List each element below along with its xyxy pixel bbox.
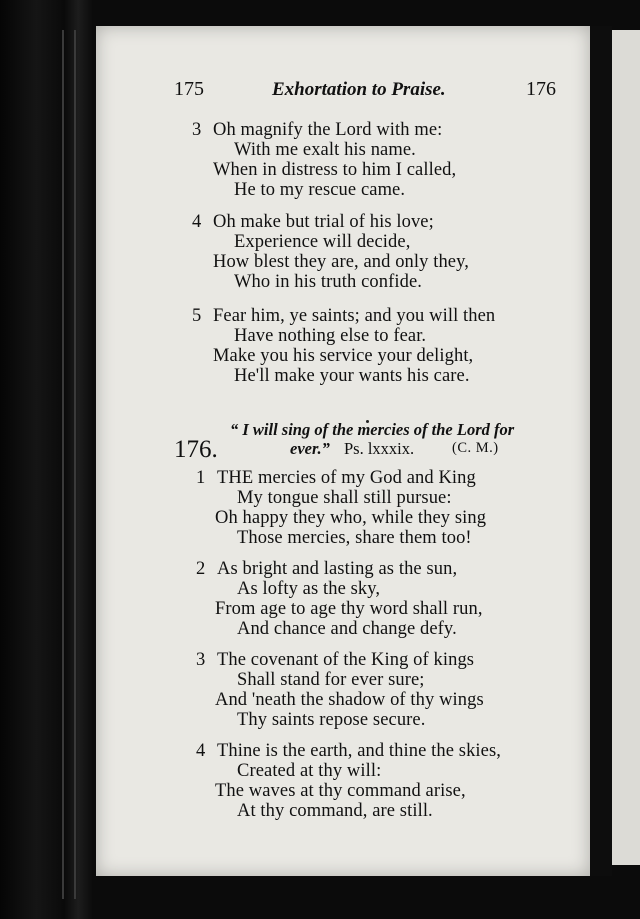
verse-line: From age to age thy word shall run, <box>215 599 483 619</box>
verse-number: 3 <box>192 120 202 140</box>
verse-line: Created at thy will: <box>237 761 382 781</box>
verse-number: 5 <box>192 306 202 326</box>
hymn-scripture-reference: Ps. lxxxix. <box>344 439 415 458</box>
hymn-meter: (C. M.) <box>452 440 499 456</box>
verse-line: The waves at thy command arise, <box>215 781 466 801</box>
page-gutter <box>590 26 612 876</box>
running-title: Exhortation to Praise. <box>272 79 446 100</box>
verse-line: Shall stand for ever sure; <box>237 670 425 690</box>
verse-line: Oh make but trial of his love; <box>213 212 434 232</box>
left-page-number: 175 <box>174 78 204 100</box>
verse-line: Thine is the earth, and thine the skies, <box>217 741 501 761</box>
adjacent-page-edge <box>612 30 640 865</box>
hymn-epigraph-line1: “ I will sing of the mercies of the Lord for <box>230 420 515 439</box>
verse-line: Those mercies, share them too! <box>237 528 472 548</box>
right-page-number: 176 <box>526 78 556 100</box>
spine-edge-line <box>62 30 64 899</box>
verse-line: Oh happy they who, while they sing <box>215 508 487 528</box>
verse-line: My tongue shall still pursue: <box>237 488 452 508</box>
verse-line: He'll make your wants his care. <box>234 366 470 386</box>
verse-number: 4 <box>196 741 206 761</box>
verse-line: Who in his truth confide. <box>234 272 422 292</box>
verse-line: As lofty as the sky, <box>237 579 381 599</box>
verse-line: Thy saints repose secure. <box>237 710 426 730</box>
verse-line: And chance and change defy. <box>237 619 457 639</box>
verse-number: 2 <box>196 559 206 579</box>
verse-line: How blest they are, and only they, <box>213 252 469 272</box>
verse-line: With me exalt his name. <box>234 140 416 160</box>
verse-line: As bright and lasting as the sun, <box>217 559 458 579</box>
page-header <box>96 78 590 108</box>
hymn-epigraph-line2: ever.” <box>290 439 330 458</box>
verse-line: Fear him, ye saints; and you will then <box>213 306 496 326</box>
verse-line: THE mercies of my God and King <box>217 468 476 488</box>
verse-line: Make you his service your delight, <box>213 346 474 366</box>
book-page <box>96 26 590 876</box>
verse-number: 1 <box>196 468 206 488</box>
hymn-number: 176. <box>174 436 218 463</box>
verse-line: The covenant of the King of kings <box>217 650 475 670</box>
verse-number: 3 <box>196 650 206 670</box>
verse-line: Have nothing else to fear. <box>234 326 427 346</box>
verse-line: When in distress to him I called, <box>213 160 457 180</box>
spine-edge-line <box>74 30 76 899</box>
verse-line: He to my rescue came. <box>234 180 406 200</box>
verse-line: And 'neath the shadow of thy wings <box>215 690 484 710</box>
verse-line: Experience will decide, <box>234 232 411 252</box>
verse-number: 4 <box>192 212 202 232</box>
book-spine-left <box>0 0 92 919</box>
verse-line: Oh magnify the Lord with me: <box>213 120 443 140</box>
verse-line: At thy command, are still. <box>237 801 433 821</box>
